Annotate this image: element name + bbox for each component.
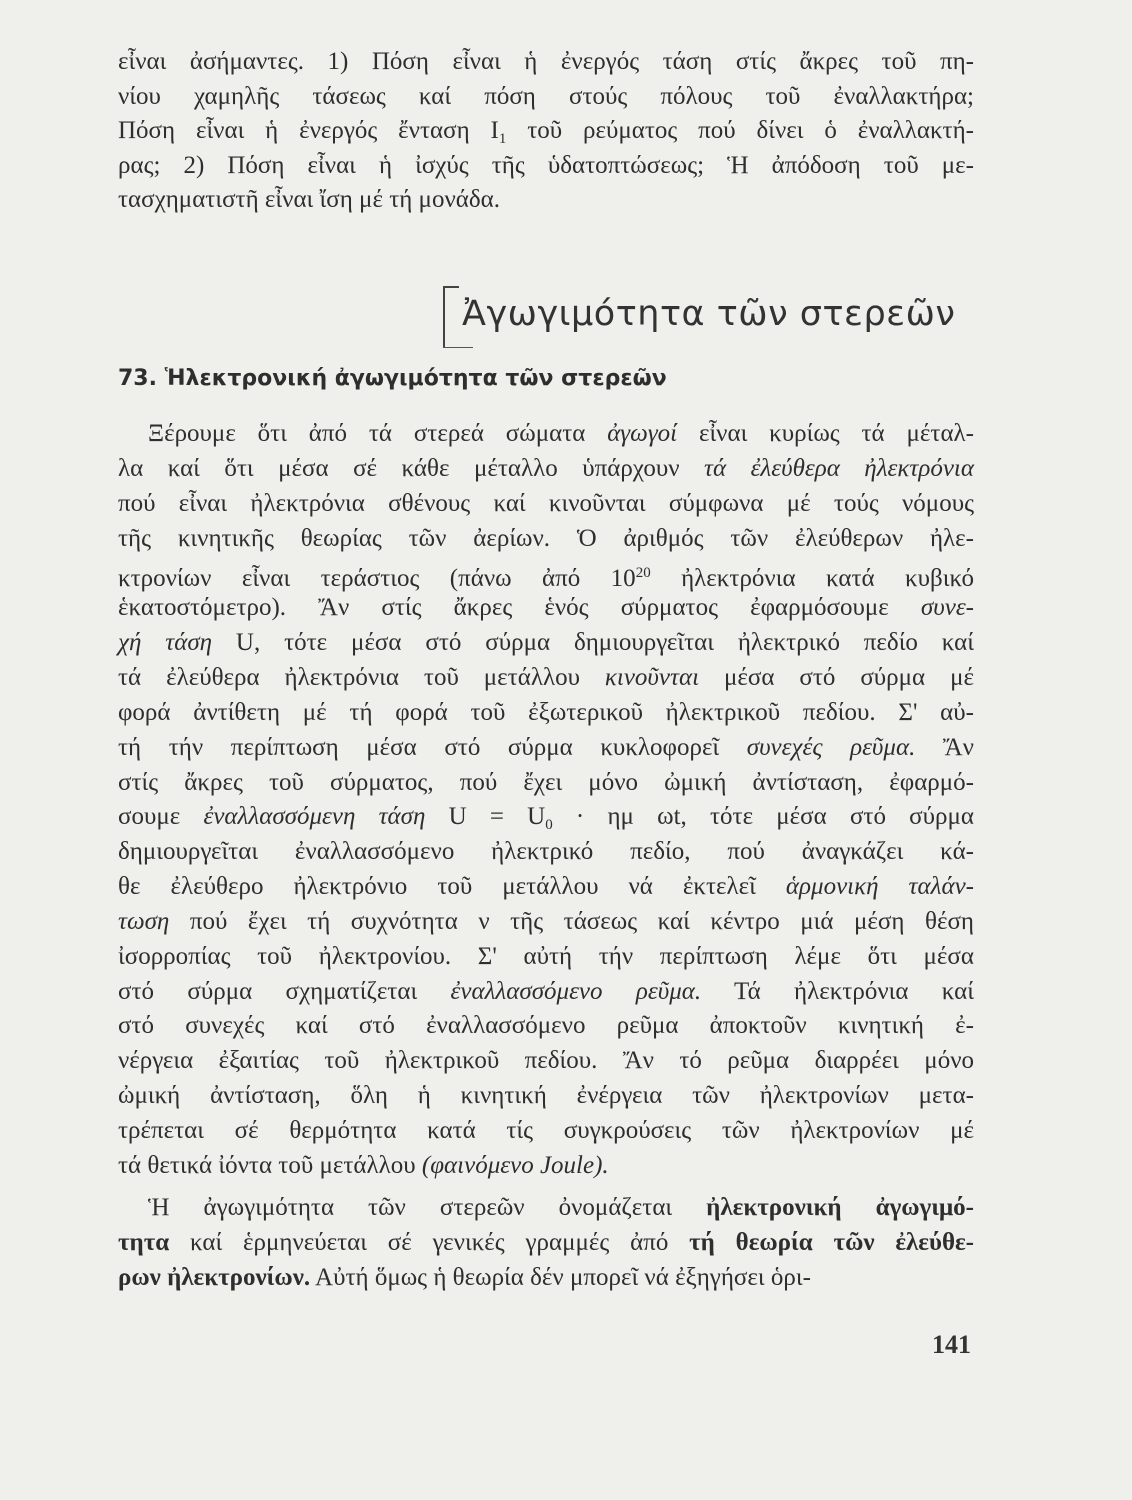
text-segment: στό συνεχές καί στό ἐναλλασσόμενο ρεῦμα ἀποκτοῦν κινητική ἐ- xyxy=(118,1012,974,1040)
text-line xyxy=(118,940,974,974)
text-line xyxy=(118,522,974,556)
bold-term: ρων ἠλεκτρονίων. xyxy=(118,1264,311,1291)
bold-term: τή θεωρία τῶν ἐλεύθε- xyxy=(689,1229,974,1256)
text-segment: πού ἔχει τή συχνότητα ν τῆς τάσεως καί κέντρο μιά μέση θέση xyxy=(169,907,974,935)
text-segment: νίου χαμηλῆς τάσεως καί πόση στούς πόλους τοῦ ἐναλλακτήρα; xyxy=(118,82,974,110)
text-segment: εἶναι κυρίως τά μέταλ- xyxy=(677,420,974,447)
page-number: 141 xyxy=(932,1330,971,1359)
text-line xyxy=(118,905,974,939)
text-line xyxy=(118,149,974,183)
text-segment: ρας; 2) Πόση εἶναι ἡ ἰσχύς τῆς ὑδατοπτώσεως; Ἡ ἀπόδοση τοῦ με- xyxy=(118,151,974,179)
text-line xyxy=(118,1226,974,1260)
bold-term: τητα xyxy=(118,1229,170,1256)
italic-term: ἐναλλασσόμενη τάση xyxy=(203,803,426,831)
text-line xyxy=(118,975,974,1009)
text-line xyxy=(118,731,974,765)
italic-term: ἀγωγοί xyxy=(607,420,678,447)
text-segment: στίς ἄκρες τοῦ σύρματος, πού ἔχει μόνο ὠμική ἀντίσταση, ἐφαρμό- xyxy=(118,768,974,796)
italic-term: συνε- xyxy=(920,594,974,622)
text-segment: τῆς κινητικῆς θεωρίας τῶν ἀερίων. Ὁ ἀριθμός τῶν ἐλεύθερων ἠλε- xyxy=(118,524,974,552)
text-line xyxy=(118,591,974,625)
text-segment: τρέπεται σέ θερμότητα κατά τίς συγκρούσεις τῶν ἠλεκτρονίων μέ xyxy=(118,1117,974,1144)
text-segment: μέσα στό σύρμα μέ xyxy=(699,663,974,691)
text-segment: τά ἐλεύθερα ἠλεκτρόνια τοῦ μετάλλου xyxy=(118,663,605,691)
text-segment: σουμε xyxy=(118,803,204,831)
italic-term: ἁρμονική ταλάν- xyxy=(785,873,974,901)
text-line xyxy=(118,696,974,730)
chapter-title: Ἀγωγιμότητα τῶν στερεῶν xyxy=(462,294,956,334)
text-segment: Ξέρουμε ὅτι ἀπό τά στερεά σώματα xyxy=(148,420,608,447)
text-segment: ὠμική ἀντίσταση, ὅλη ἡ κινητική ἐνέργεια τῶν ἠλεκτρονίων μετα- xyxy=(118,1082,974,1110)
text-line xyxy=(148,1191,974,1225)
chapter-bracket-mark xyxy=(443,286,459,348)
text-segment: τοῦ ρεύματος πού δίνει ὁ ἐναλλακτή- xyxy=(506,117,974,145)
text-segment: λα καί ὅτι μέσα σέ κάθε μέταλλο ὑπάρχουν xyxy=(118,454,705,482)
text-line xyxy=(118,870,974,904)
text-segment: θε ἐλεύθερο ἠλεκτρόνιο τοῦ μετάλλου νά ἐκτελεῖ xyxy=(118,873,786,901)
text-segment: Ἡ ἀγωγιμότητα τῶν στερεῶν ὀνομάζεται xyxy=(148,1194,707,1221)
text-segment: ἰσορροπίας τοῦ ἠλεκτρονίου. Σ' αὐτή τήν περίπτωση λέμε ὅτι μέσα xyxy=(118,942,974,970)
text-line xyxy=(118,45,974,79)
text-line xyxy=(118,114,974,148)
text-segment: τά θετικά ἰόντα τοῦ μετάλλου xyxy=(118,1151,422,1179)
text-line xyxy=(118,661,974,695)
text-line xyxy=(118,766,974,800)
text-line xyxy=(118,183,974,217)
text-segment: πού εἶναι ἠλεκτρόνια σθένους καί κινοῦνται σύμφωνα μέ τούς νόμους xyxy=(118,489,974,517)
text-segment: Ἄν xyxy=(915,733,974,761)
superscript: 20 xyxy=(635,565,651,582)
text-line xyxy=(118,1149,974,1183)
text-line xyxy=(118,1079,974,1113)
text-segment: δημιουργεῖται ἐναλλασσόμενο ἠλεκτρικό πεδίο, πού ἀναγκάζει κά- xyxy=(118,838,974,866)
text-line xyxy=(118,1009,974,1043)
text-line xyxy=(118,1261,974,1295)
text-line xyxy=(118,556,974,593)
text-segment: U, τότε μέσα στό σύρμα δημιουργεῖται ἠλεκτρικό πεδίο καί xyxy=(212,629,974,657)
text-line xyxy=(118,487,974,521)
text-line xyxy=(118,626,974,660)
text-line xyxy=(118,800,974,834)
text-line xyxy=(118,1114,974,1148)
italic-term: (φαινόμενο Joule). xyxy=(421,1151,609,1179)
text-segment: Αὐτή ὅμως ἡ θεωρία δέν μπορεῖ νά ἐξηγήσει ὁρι- xyxy=(310,1264,811,1291)
subscript: 0 xyxy=(545,817,553,834)
text-segment: νέργεια ἐξαιτίας τοῦ ἠλεκτρικοῦ πεδίου. Ἄν τό ρεῦμα διαρρέει μόνο xyxy=(118,1047,974,1075)
text-segment: καί ἑρμηνεύεται σέ γενικές γραμμές ἀπό xyxy=(169,1229,690,1256)
text-segment: ἠλεκτρόνια κατά κυβικό xyxy=(650,565,974,593)
text-segment: κτρονίων εἶναι τεράστιος (πάνω ἀπό 10 xyxy=(118,565,636,593)
bold-term: ἠλεκτρονική ἀγωγιμό- xyxy=(706,1194,974,1221)
text-segment: εἶναι ἀσήμαντες. 1) Πόση εἶναι ἡ ἐνεργός τάση στίς ἄκρες τοῦ πη- xyxy=(118,48,974,75)
chapter-bracket-underline xyxy=(443,343,473,348)
text-segment: στό σύρμα σχηματίζεται xyxy=(118,977,451,1005)
text-segment: φορά ἀντίθετη μέ τή φορά τοῦ ἐξωτερικοῦ ἠλεκτρικοῦ πεδίου. Σ' αὐ- xyxy=(118,698,974,726)
italic-term: κινοῦνται xyxy=(604,663,700,691)
section-heading: 73. Ἡλεκτρονική ἀγωγιμότητα τῶν στερεῶν xyxy=(118,366,667,391)
text-line xyxy=(118,1044,974,1078)
text-segment: Τά ἠλεκτρόνια καί xyxy=(701,977,974,1005)
italic-term: ἐναλλασσόμενο ρεῦμα. xyxy=(450,977,702,1005)
text-segment: · ημ ωt, τότε μέσα στό σύρμα xyxy=(552,803,975,831)
text-line xyxy=(118,80,974,114)
text-segment: U = U xyxy=(425,803,546,831)
text-segment: τασχηματιστῆ εἶναι ἴση μέ τή μονάδα. xyxy=(118,186,500,214)
text-line xyxy=(148,417,974,451)
subscript: 1 xyxy=(498,131,507,148)
italic-term: τά ἐλεύθερα ἠλεκτρόνια xyxy=(704,454,974,482)
text-line xyxy=(118,835,974,869)
text-segment: Πόση εἶναι ἡ ἐνεργός ἔνταση I xyxy=(118,117,499,145)
italic-term: χή τάση xyxy=(118,629,213,657)
text-segment: τή τήν περίπτωση μέσα στό σύρμα κυκλοφορεῖ xyxy=(118,733,747,761)
text-line xyxy=(118,452,974,486)
italic-term: συνεχές ρεῦμα. xyxy=(746,733,916,761)
italic-term: τωση xyxy=(118,907,170,935)
text-segment: ἑκατοστόμετρο). Ἄν στίς ἄκρες ἑνός σύρματος ἐφαρμόσουμε xyxy=(118,594,921,622)
